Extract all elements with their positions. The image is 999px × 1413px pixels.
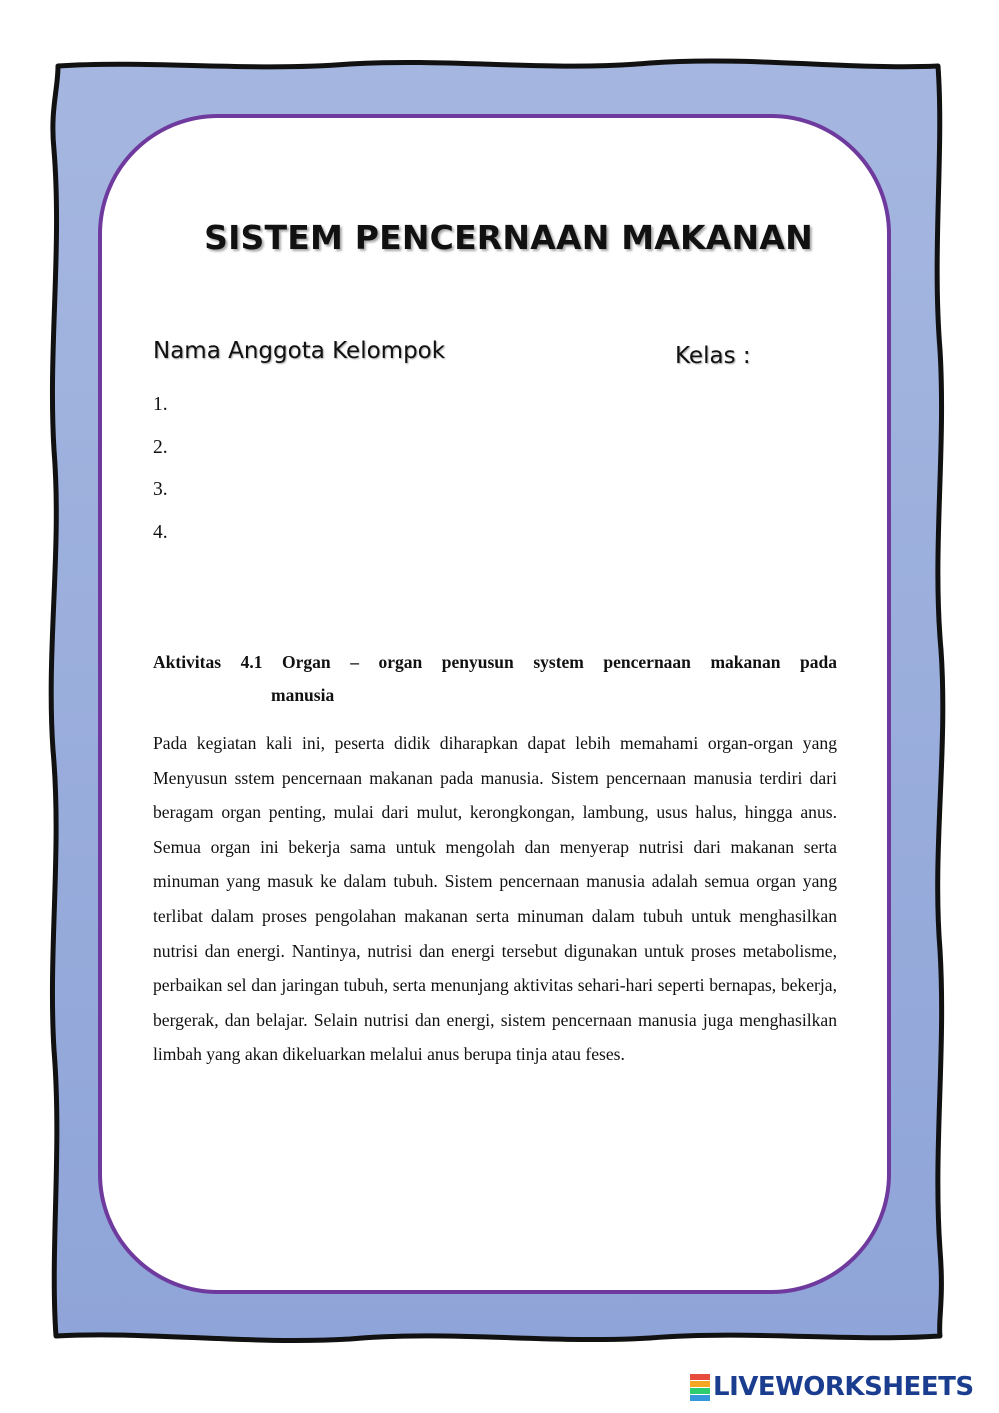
activity-heading-line1: Aktivitas 4.1 Organ – organ penyusun system pencernaan makanan pada bbox=[153, 652, 837, 672]
member-item: 4. bbox=[153, 521, 168, 543]
brand-name: LIVEWORKSHEETS bbox=[713, 1372, 974, 1402]
brand-footer bbox=[690, 1370, 974, 1404]
member-list bbox=[153, 392, 168, 562]
member-item: 2. bbox=[153, 436, 168, 458]
activity-description: Pada kegiatan kali ini, peserta didik diharapkan dapat lebih memahami organ-organ yang Menyusun sstem pencernaan makanan pada manusia. Sistem pencernaan manusia terdiri dari beragam organ penting, mulai dari mulut, kerongkongan, lambung, usus halus, hingga anus. Semua organ ini bekerja sama untuk mengolah dan menyerap nutrisi dari makanan serta minuman yang masuk ke dalam tubuh. Sistem pencernaan manusia adalah semua organ yang terlibat dalam proses pengolahan makanan serta minuman dalam tubuh untuk menghasilkan nutrisi dan energi. Nantinya, nutrisi dan energi tersebut digunakan untuk proses metabolisme, perbaikan sel dan jaringan tubuh, serta menunjang aktivitas sehari-hari seperti bernapas, bekerja, bergerak, dan belajar. Selain nutrisi dan energi, sistem pencernaan manusia juga menghasilkan limbah yang akan dikeluarkan melalui anus berupa tinja atau feses. bbox=[153, 733, 837, 1065]
members-label: Nama Anggota Kelompok bbox=[153, 338, 446, 364]
liveworksheets-logo-icon bbox=[690, 1374, 710, 1401]
activity-heading-line2: manusia bbox=[271, 685, 335, 705]
page-title: SISTEM PENCERNAAN MAKANAN bbox=[204, 218, 813, 257]
member-item: 3. bbox=[153, 479, 168, 500]
member-item: 1. bbox=[153, 394, 168, 415]
class-label: Kelas : bbox=[675, 343, 751, 369]
activity-heading bbox=[153, 646, 837, 712]
